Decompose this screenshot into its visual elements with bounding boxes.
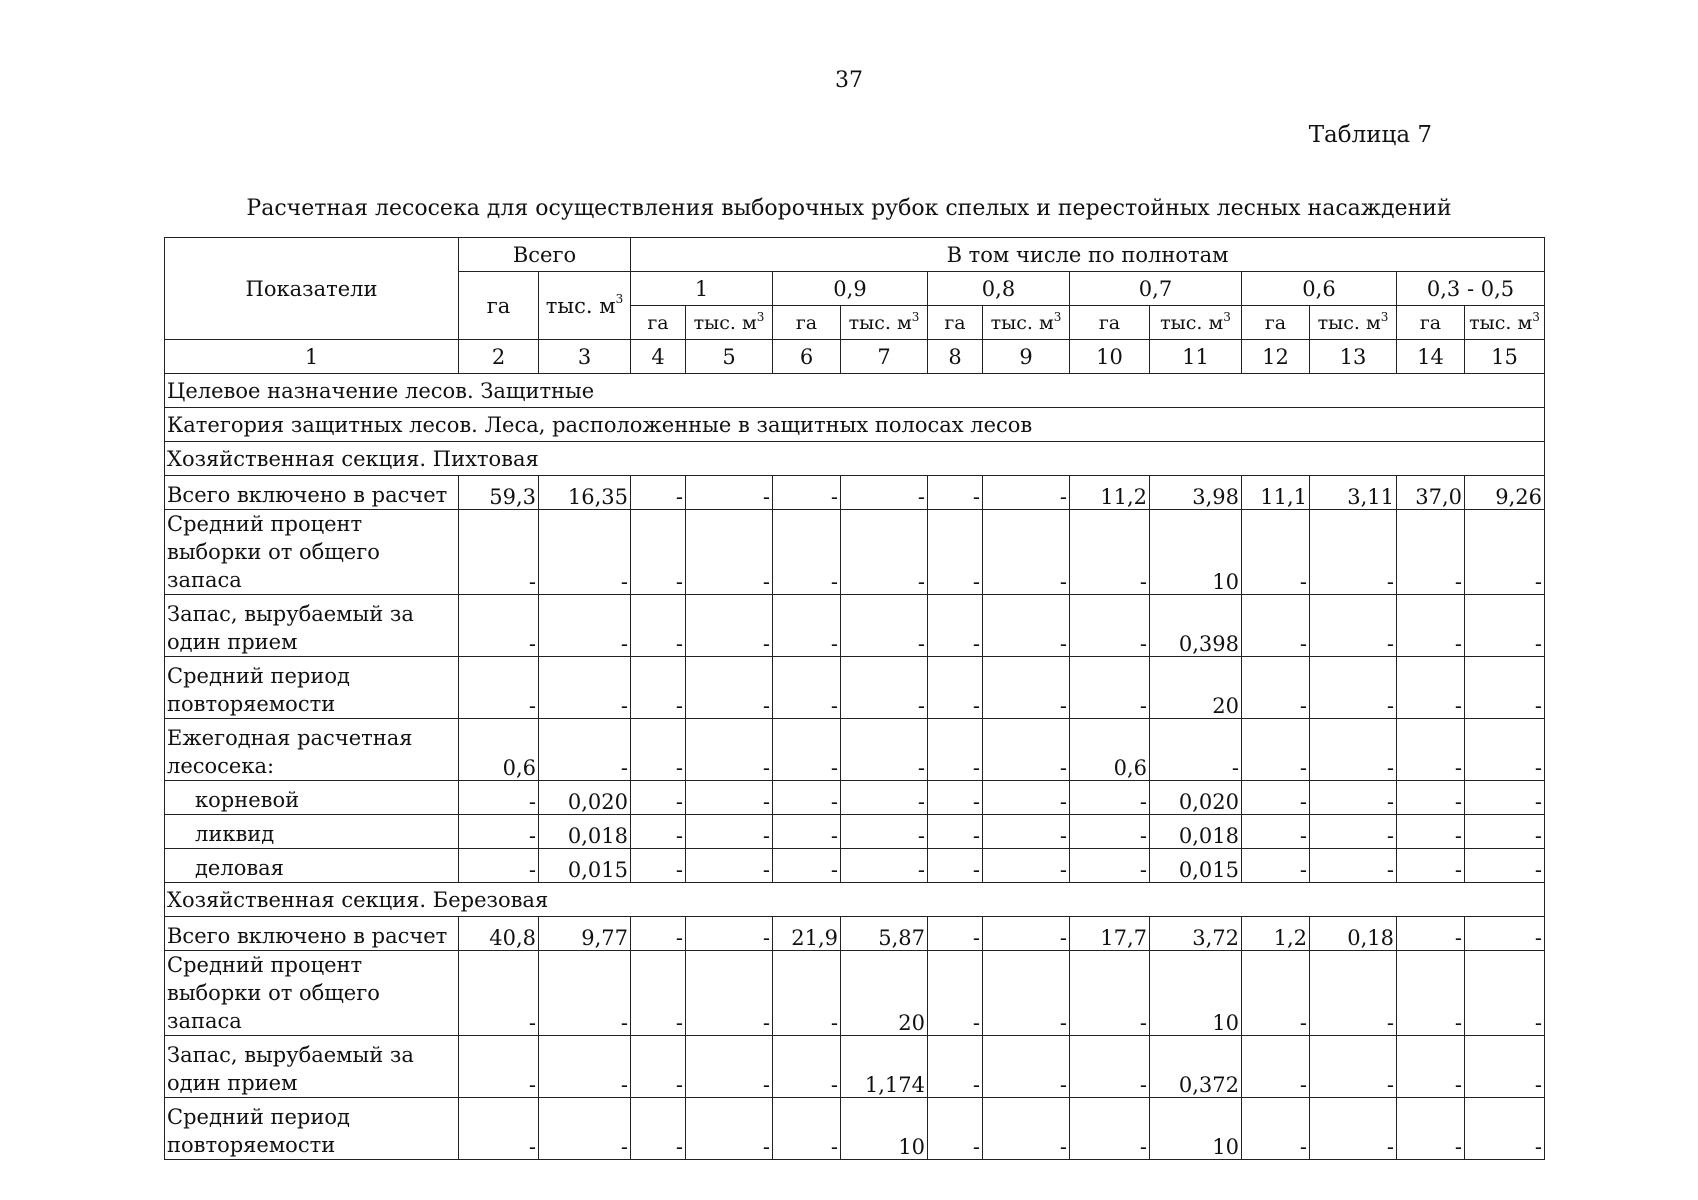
column-number: 6 <box>773 340 841 374</box>
table-cell: 11,1 <box>1242 476 1310 510</box>
table-cell: 3,11 <box>1310 476 1397 510</box>
table-cell: - <box>1070 510 1150 595</box>
table-cell: - <box>1310 781 1397 815</box>
table-cell: - <box>686 595 773 657</box>
table-cell: - <box>686 1036 773 1098</box>
table-cell: - <box>928 1036 983 1098</box>
table-cell: 20 <box>841 951 928 1036</box>
table-row <box>165 781 1545 815</box>
header-unit-ha: га <box>1397 306 1465 340</box>
column-number: 8 <box>928 340 983 374</box>
table-cell: 0,015 <box>1150 849 1242 883</box>
table-cell: - <box>459 1036 539 1098</box>
table-cell: 0,372 <box>1150 1036 1242 1098</box>
header-by-density: В том числе по полнотам <box>631 238 1545 272</box>
row-label: Всего включено в расчет <box>165 476 459 510</box>
table-cell: - <box>1310 657 1397 719</box>
table-cell: 0,6 <box>1070 719 1150 781</box>
table-cell: - <box>1310 849 1397 883</box>
table-cell: 0,398 <box>1150 595 1242 657</box>
table-cell: - <box>459 657 539 719</box>
table-cell: 5,87 <box>841 917 928 951</box>
header-unit-ha: га <box>773 306 841 340</box>
table-cell: - <box>1070 1098 1150 1160</box>
table-cell: - <box>983 657 1070 719</box>
table-cell: - <box>631 849 686 883</box>
header-unit-volume: тыс. $м^3$ <box>686 306 773 340</box>
table-cell: - <box>983 595 1070 657</box>
table-cell: 0,018 <box>539 815 631 849</box>
table-cell: - <box>1070 951 1150 1036</box>
table-cell: - <box>1310 510 1397 595</box>
table-cell: - <box>773 1098 841 1160</box>
table-cell: - <box>1310 1036 1397 1098</box>
table-cell: - <box>983 510 1070 595</box>
table-cell: 0,020 <box>539 781 631 815</box>
table-cell: - <box>686 476 773 510</box>
table-row <box>165 657 1545 719</box>
table-cell: - <box>773 951 841 1036</box>
table-cell: - <box>1150 719 1242 781</box>
table-cell: - <box>928 815 983 849</box>
table-cell: 9,77 <box>539 917 631 951</box>
table-cell: - <box>539 510 631 595</box>
table-cell: 9,26 <box>1465 476 1545 510</box>
table-cell: - <box>773 849 841 883</box>
column-number: 12 <box>1242 340 1310 374</box>
table-cell: 10 <box>841 1098 928 1160</box>
table-cell: - <box>841 815 928 849</box>
row-label: Запас, вырубаемый за один прием <box>165 595 459 657</box>
table-cell: - <box>1070 1036 1150 1098</box>
table-cell: 0,015 <box>539 849 631 883</box>
section-row <box>165 442 1545 476</box>
table-cell: 0,020 <box>1150 781 1242 815</box>
table-cell: - <box>631 917 686 951</box>
table-cell: - <box>1070 657 1150 719</box>
section-row <box>165 408 1545 442</box>
table-cell: - <box>928 657 983 719</box>
header-total: Всего <box>459 238 631 272</box>
table-cell: 40,8 <box>459 917 539 951</box>
section-title: Хозяйственная секция. Березовая <box>165 883 1545 917</box>
column-number: 13 <box>1310 340 1397 374</box>
table-cell: - <box>1242 951 1310 1036</box>
table-cell: - <box>1465 815 1545 849</box>
table-cell: - <box>631 1036 686 1098</box>
column-number: 5 <box>686 340 773 374</box>
column-number: 14 <box>1397 340 1465 374</box>
row-label: деловая <box>165 849 459 883</box>
header-unit-ha: га <box>928 306 983 340</box>
allowable-cut-table <box>164 237 1545 1160</box>
table-cell: - <box>631 815 686 849</box>
table-cell: - <box>928 781 983 815</box>
table-cell: - <box>983 917 1070 951</box>
table-cell: - <box>841 510 928 595</box>
table-cell: 0,18 <box>1310 917 1397 951</box>
header-indicators: Показатели <box>165 238 459 340</box>
table-cell: - <box>459 849 539 883</box>
table-cell: - <box>459 815 539 849</box>
table-cell: - <box>841 657 928 719</box>
table-cell: - <box>928 595 983 657</box>
row-label: корневой <box>165 781 459 815</box>
table-row <box>165 595 1545 657</box>
table-cell: - <box>631 595 686 657</box>
header-density-0-9: 0,9 <box>773 272 928 306</box>
table-cell: - <box>1397 815 1465 849</box>
table-cell: - <box>539 951 631 1036</box>
table-cell: - <box>631 719 686 781</box>
header-density-0-6: 0,6 <box>1242 272 1397 306</box>
table-cell: - <box>773 815 841 849</box>
header-density-1: 1 <box>631 272 773 306</box>
column-numbers-row <box>165 340 1545 374</box>
row-label: Всего включено в расчет <box>165 917 459 951</box>
table-cell: - <box>1070 849 1150 883</box>
table-cell: - <box>841 781 928 815</box>
table-cell: 3,98 <box>1150 476 1242 510</box>
table-cell: - <box>1465 510 1545 595</box>
header-unit-volume: тыс. $м^3$ <box>1310 306 1397 340</box>
table-cell: - <box>1310 815 1397 849</box>
table-cell: 10 <box>1150 951 1242 1036</box>
table-cell: 0,6 <box>459 719 539 781</box>
table-cell: - <box>841 476 928 510</box>
table-cell: - <box>459 595 539 657</box>
table-cell: - <box>459 951 539 1036</box>
table-cell: - <box>983 815 1070 849</box>
table-cell: - <box>631 510 686 595</box>
table-cell: - <box>686 719 773 781</box>
table-cell: - <box>928 849 983 883</box>
table-cell: 59,3 <box>459 476 539 510</box>
table-cell: - <box>928 719 983 781</box>
table-cell: - <box>928 917 983 951</box>
table-cell: - <box>773 781 841 815</box>
header-unit-volume: тыс. $м^3$ <box>1150 306 1242 340</box>
document-title: Расчетная лесосека для осуществления выборочных рубок спелых и перестойных лесных насаждений <box>246 196 1452 221</box>
table-cell: - <box>686 510 773 595</box>
row-label: Средний процент выборки от общего запаса <box>165 510 459 595</box>
table-row <box>165 719 1545 781</box>
table-cell: - <box>1465 781 1545 815</box>
table-row <box>165 1098 1545 1160</box>
table-cell: - <box>1397 595 1465 657</box>
section-row <box>165 374 1545 408</box>
table-cell: 10 <box>1150 1098 1242 1160</box>
table-cell: - <box>631 951 686 1036</box>
table-cell: - <box>459 510 539 595</box>
table-cell: - <box>773 719 841 781</box>
table-cell: - <box>686 1098 773 1160</box>
table-cell: - <box>841 595 928 657</box>
table-cell: - <box>1465 595 1545 657</box>
table-cell: - <box>631 657 686 719</box>
table-row <box>165 1036 1545 1098</box>
table-cell: - <box>773 476 841 510</box>
header-total-volume: тыс. $м^3$ <box>539 272 631 340</box>
table-cell: - <box>1465 1098 1545 1160</box>
table-cell: - <box>983 476 1070 510</box>
table-cell: - <box>1397 951 1465 1036</box>
table-cell: - <box>928 1098 983 1160</box>
table-cell: - <box>539 1036 631 1098</box>
table-cell: - <box>983 781 1070 815</box>
table-cell: - <box>539 657 631 719</box>
table-cell: - <box>459 781 539 815</box>
section-title: Категория защитных лесов. Леса, расположенные в защитных полосах лесов <box>165 408 1545 442</box>
table-row <box>165 510 1545 595</box>
table-cell: - <box>841 849 928 883</box>
table-cell: - <box>1310 595 1397 657</box>
row-label: ликвид <box>165 815 459 849</box>
table-cell: - <box>1397 1098 1465 1160</box>
table-body <box>165 340 1545 1160</box>
table-cell: - <box>773 595 841 657</box>
table-cell: 0,018 <box>1150 815 1242 849</box>
table-cell: - <box>1397 917 1465 951</box>
table-cell: - <box>1310 1098 1397 1160</box>
table-cell: - <box>1397 1036 1465 1098</box>
table-cell: - <box>1242 781 1310 815</box>
table-cell: - <box>631 1098 686 1160</box>
table-cell: - <box>983 1036 1070 1098</box>
table-cell: - <box>1242 657 1310 719</box>
table-cell: - <box>1465 1036 1545 1098</box>
header-density-0-3-0-5: 0,3 - 0,5 <box>1397 272 1545 306</box>
table-row <box>165 849 1545 883</box>
table-row <box>165 917 1545 951</box>
header-density-0-7: 0,7 <box>1070 272 1242 306</box>
table-cell: - <box>1070 595 1150 657</box>
table-cell: - <box>773 657 841 719</box>
table-cell: - <box>1397 510 1465 595</box>
table-cell: 10 <box>1150 510 1242 595</box>
table-cell: - <box>539 595 631 657</box>
table-cell: 16,35 <box>539 476 631 510</box>
table-cell: - <box>841 719 928 781</box>
column-number: 9 <box>983 340 1070 374</box>
table-cell: - <box>1397 657 1465 719</box>
section-title: Хозяйственная секция. Пихтовая <box>165 442 1545 476</box>
table-cell: - <box>1310 719 1397 781</box>
table-cell: - <box>1397 849 1465 883</box>
row-label: Ежегодная расчетная лесосека: <box>165 719 459 781</box>
table-cell: - <box>631 476 686 510</box>
table-cell: - <box>686 657 773 719</box>
table-cell: 1,2 <box>1242 917 1310 951</box>
table-cell: - <box>1242 1036 1310 1098</box>
table-cell: 11,2 <box>1070 476 1150 510</box>
table-cell: 37,0 <box>1397 476 1465 510</box>
column-number: 7 <box>841 340 928 374</box>
table-cell: - <box>459 1098 539 1160</box>
column-number: 2 <box>459 340 539 374</box>
table-cell: - <box>539 1098 631 1160</box>
row-label: Запас, вырубаемый за один прием <box>165 1036 459 1098</box>
table-cell: - <box>1070 781 1150 815</box>
column-number: 4 <box>631 340 686 374</box>
header-unit-volume: тыс. $м^3$ <box>1465 306 1545 340</box>
table-cell: - <box>983 719 1070 781</box>
table-cell: - <box>1070 815 1150 849</box>
table-cell: 20 <box>1150 657 1242 719</box>
table-cell: - <box>983 951 1070 1036</box>
table-cell: - <box>928 476 983 510</box>
table-cell: - <box>1242 1098 1310 1160</box>
table-cell: - <box>1397 719 1465 781</box>
column-number: 11 <box>1150 340 1242 374</box>
table-cell: - <box>686 917 773 951</box>
table-cell: - <box>1242 719 1310 781</box>
table-cell: 17,7 <box>1070 917 1150 951</box>
table-row <box>165 951 1545 1036</box>
table-cell: - <box>928 951 983 1036</box>
column-number: 15 <box>1465 340 1545 374</box>
table-cell: - <box>686 951 773 1036</box>
table-cell: - <box>773 510 841 595</box>
table-cell: - <box>1242 849 1310 883</box>
table-cell: 21,9 <box>773 917 841 951</box>
table-cell: - <box>686 781 773 815</box>
header-density-0-8: 0,8 <box>928 272 1070 306</box>
table-cell: - <box>1465 917 1545 951</box>
table-row <box>165 476 1545 510</box>
column-number: 10 <box>1070 340 1150 374</box>
table-cell: - <box>1242 595 1310 657</box>
header-total-ha: га <box>459 272 539 340</box>
header-unit-volume: тыс. $м^3$ <box>983 306 1070 340</box>
table-cell: - <box>983 1098 1070 1160</box>
table-cell: - <box>686 815 773 849</box>
header-unit-ha: га <box>631 306 686 340</box>
header-row-1 <box>165 238 1545 272</box>
table-cell: - <box>539 719 631 781</box>
table-row <box>165 815 1545 849</box>
header-unit-ha: га <box>1242 306 1310 340</box>
table-cell: - <box>983 849 1070 883</box>
section-row <box>165 883 1545 917</box>
table-cell: - <box>1465 951 1545 1036</box>
table-cell: - <box>686 849 773 883</box>
table-label: Таблица 7 <box>1308 122 1432 148</box>
row-label: Средний период повторяемости <box>165 657 459 719</box>
column-number: 1 <box>165 340 459 374</box>
table-cell: - <box>1242 510 1310 595</box>
header-unit-ha: га <box>1070 306 1150 340</box>
header-unit-volume: тыс. $м^3$ <box>841 306 928 340</box>
table-cell: - <box>1310 951 1397 1036</box>
table-cell: 3,72 <box>1150 917 1242 951</box>
section-title: Целевое назначение лесов. Защитные <box>165 374 1545 408</box>
table-cell: 1,174 <box>841 1036 928 1098</box>
table-cell: - <box>1465 719 1545 781</box>
row-label: Средний период повторяемости <box>165 1098 459 1160</box>
table-cell: - <box>1242 815 1310 849</box>
table-cell: - <box>773 1036 841 1098</box>
row-label: Средний процент выборки от общего запаса <box>165 951 459 1036</box>
table-cell: - <box>1465 849 1545 883</box>
page-number: 37 <box>835 68 863 93</box>
table-cell: - <box>928 510 983 595</box>
table-cell: - <box>1397 781 1465 815</box>
table-cell: - <box>1465 657 1545 719</box>
column-number: 3 <box>539 340 631 374</box>
table-cell: - <box>631 781 686 815</box>
